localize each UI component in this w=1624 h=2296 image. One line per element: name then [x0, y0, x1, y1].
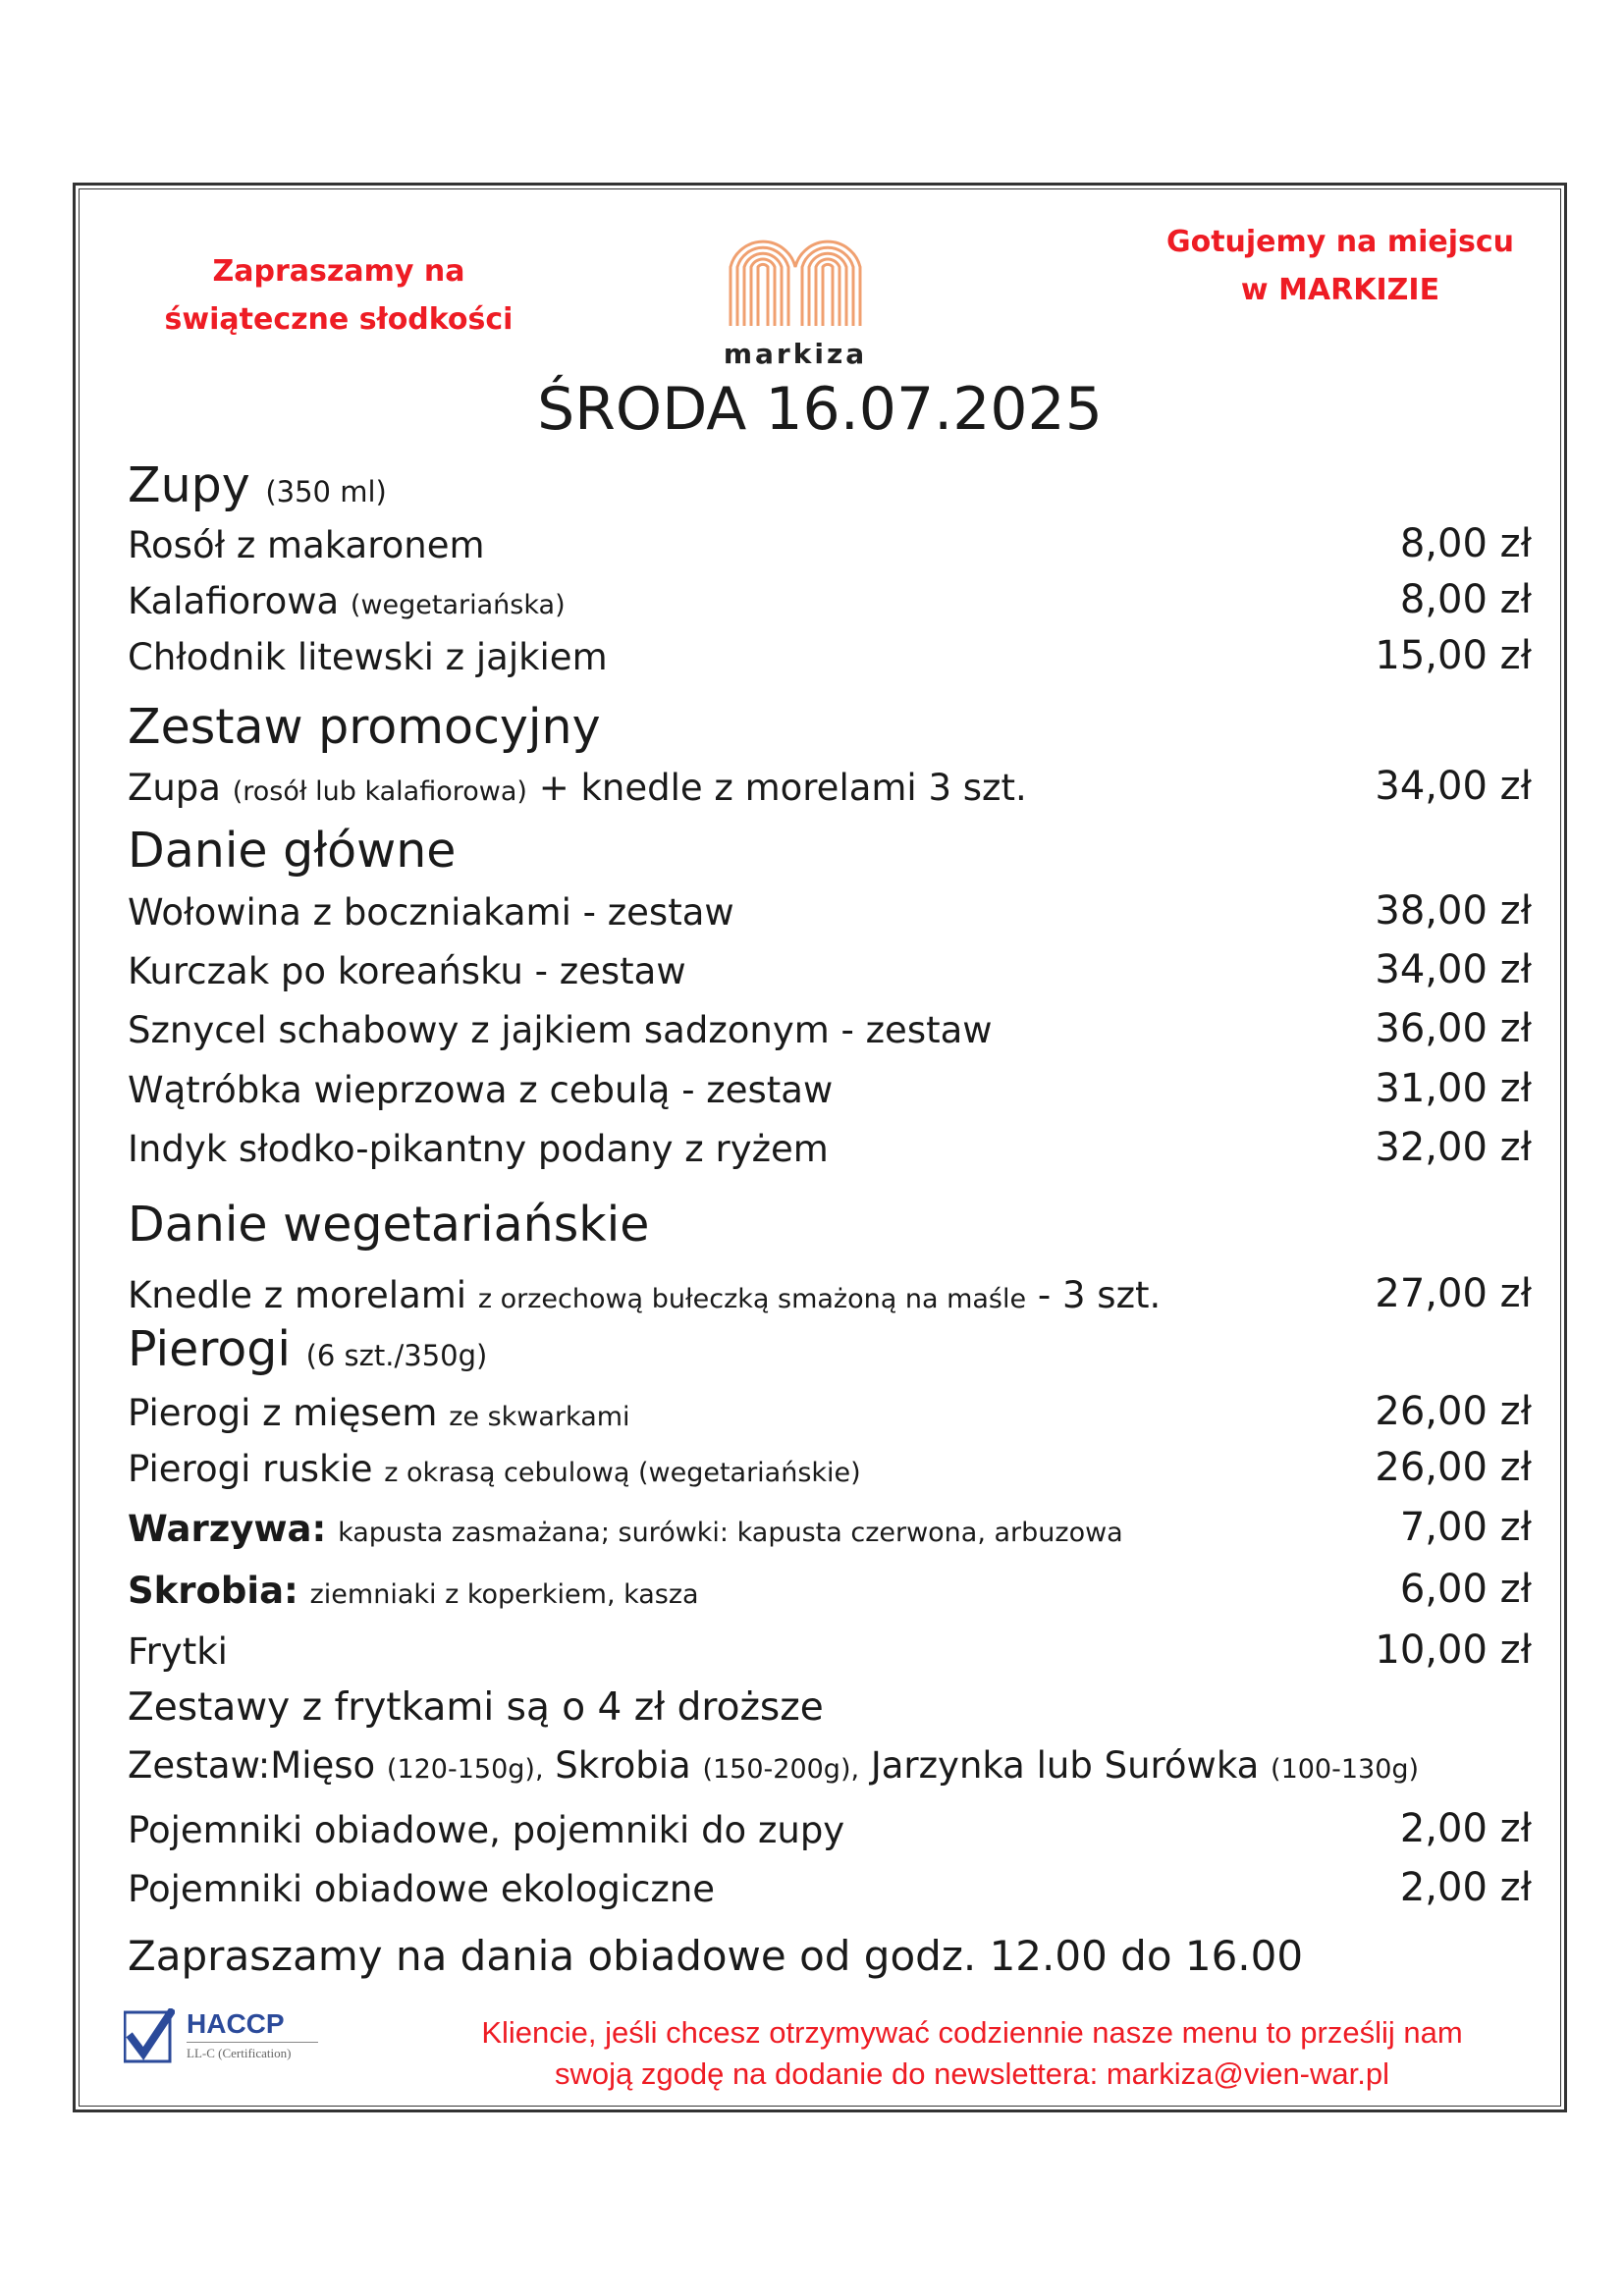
pierogi-note: (6 szt./350g): [305, 1339, 488, 1372]
right-promo: [1149, 218, 1532, 314]
zestaw-info-row: [128, 1739, 1532, 1792]
item-price: 8,00 zł: [1399, 521, 1532, 566]
frytki-note-row: [128, 1682, 1532, 1735]
item-name: Pojemniki obiadowe, pojemniki do zupy: [128, 1809, 845, 1851]
menu-row: [128, 945, 1532, 998]
item-note: z okrasą cebulową (wegetariańskie): [384, 1458, 861, 1488]
section-heading-promo: Zestaw promocyjny: [128, 699, 601, 755]
item-name: Indyk słodko-pikantny podany z ryżem: [128, 1128, 829, 1170]
menu-row: [128, 1004, 1532, 1057]
item-price: 10,00 zł: [1375, 1628, 1532, 1673]
newsletter-line2: swoją zgodę na dodanie do newslettera: markiza@vien-war.pl: [555, 2056, 1389, 2091]
section-heading-glowne: Danie główne: [128, 823, 457, 879]
item-name: Warzywa: kapusta zasmażana; surówki: kapusta czerwona, arbuzowa: [128, 1508, 1123, 1550]
logo-text: markiza: [723, 338, 868, 370]
item-price: 6,00 zł: [1399, 1567, 1532, 1612]
item-price: 26,00 zł: [1375, 1445, 1532, 1490]
item-note: kapusta zasmażana; surówki: kapusta czerwona, arbuzowa: [338, 1518, 1123, 1548]
item-name: Pojemniki obiadowe ekologiczne: [128, 1868, 716, 1910]
newsletter-notice: [432, 2012, 1512, 2095]
pierogi-title: Pierogi: [128, 1321, 291, 1377]
zupy-note: (350 ml): [265, 475, 387, 508]
item-price: 31,00 zł: [1375, 1066, 1532, 1111]
left-promo-line2: świąteczne słodkości: [164, 302, 514, 337]
menu-row: [128, 575, 1532, 628]
item-price: 2,00 zł: [1399, 1806, 1532, 1851]
item-price: 15,00 zł: [1375, 633, 1532, 678]
item-price: 34,00 zł: [1375, 764, 1532, 809]
item-name: Sznycel schabowy z jajkiem sadzonym - zestaw: [128, 1009, 993, 1051]
item-name: Kalafiorowa (wegetariańska): [128, 580, 566, 622]
menu-row-skrobia: [128, 1565, 1532, 1618]
section-heading-wege: Danie wegetariańskie: [128, 1197, 650, 1253]
item-name: Pierogi ruskie z okrasą cebulową (wegetariańskie): [128, 1448, 861, 1490]
haccp-check-icon: [124, 2008, 175, 2063]
haccp-divider: [187, 2042, 318, 2043]
haccp-subtitle: LL-C (Certification): [187, 2046, 292, 2060]
logo-mark-icon: [725, 228, 866, 326]
menu-row: [128, 1064, 1532, 1117]
menu-row: [128, 1269, 1532, 1322]
item-name: Wątróbka wieprzowa z cebulą - zestaw: [128, 1069, 834, 1111]
zupy-title: Zupy: [128, 457, 250, 513]
menu-row: [128, 1804, 1532, 1857]
item-price: 2,00 zł: [1399, 1865, 1532, 1910]
item-name: Pierogi z mięsem ze skwarkami: [128, 1392, 630, 1434]
section-heading-pierogi: [128, 1321, 487, 1377]
item-note: ziemniaki z koperkiem, kasza: [309, 1579, 699, 1610]
markiza-logo: [707, 228, 884, 375]
opening-hours: Zapraszamy na dania obiadowe od godz. 12.00 do 16.00: [128, 1932, 1304, 1980]
section-heading-zupy: [128, 457, 387, 513]
item-note: (wegetariańska): [350, 590, 566, 620]
left-promo-line1: Zapraszamy na: [212, 254, 465, 289]
item-name: Chłodnik litewski z jajkiem: [128, 636, 608, 678]
item-name: Kurczak po koreańsku - zestaw: [128, 950, 686, 992]
item-price: 8,00 zł: [1399, 577, 1532, 622]
menu-row: [128, 631, 1532, 684]
menu-row: [128, 1387, 1532, 1440]
item-price: 32,00 zł: [1375, 1125, 1532, 1170]
left-promo: [147, 247, 530, 344]
item-name: Knedle z morelami z orzechową bułeczką smażoną na maśle - 3 szt.: [128, 1274, 1162, 1316]
haccp-badge: [124, 2008, 330, 2063]
item-price: 27,00 zł: [1375, 1271, 1532, 1316]
item-name: Frytki: [128, 1630, 228, 1673]
newsletter-line1: Kliencie, jeśli chcesz otrzymywać codziennie nasze menu to prześlij nam: [481, 2015, 1463, 2050]
frytki-note: Zestawy z frytkami są o 4 zł droższe: [128, 1685, 824, 1730]
zestaw-info: Zestaw:Mięso (120-150g), Skrobia (150-200g), Jarzynka lub Surówka (100-130g): [128, 1744, 1420, 1787]
menu-row: [128, 886, 1532, 939]
day-title: ŚRODA 16.07.2025: [537, 375, 1103, 444]
right-promo-line1: Gotujemy na miejscu: [1165, 225, 1515, 259]
menu-row: [128, 1863, 1532, 1916]
menu-row: [128, 1443, 1532, 1496]
menu-row-frytki: [128, 1626, 1532, 1679]
item-name: Skrobia: ziemniaki z koperkiem, kasza: [128, 1570, 699, 1612]
menu-row: [128, 762, 1532, 815]
item-price: 26,00 zł: [1375, 1389, 1532, 1434]
item-price: 34,00 zł: [1375, 947, 1532, 992]
item-name: Zupa (rosół lub kalafiorowa) + knedle z morelami 3 szt.: [128, 767, 1027, 809]
item-price: 7,00 zł: [1399, 1505, 1532, 1550]
item-note: (rosół lub kalafiorowa): [232, 776, 527, 807]
haccp-title: HACCP: [187, 2008, 285, 2039]
menu-row: [128, 1123, 1532, 1176]
item-price: 38,00 zł: [1375, 888, 1532, 934]
item-note: ze skwarkami: [449, 1402, 630, 1432]
menu-row-warzywa: [128, 1503, 1532, 1556]
menu-row: [128, 519, 1532, 572]
item-name: Wołowina z boczniakami - zestaw: [128, 891, 734, 934]
right-promo-line2: w MARKIZIE: [1240, 273, 1440, 307]
item-price: 36,00 zł: [1375, 1006, 1532, 1051]
item-name: Rosół z makaronem: [128, 524, 485, 566]
item-note: z orzechową bułeczką smażoną na maśle: [477, 1284, 1027, 1314]
